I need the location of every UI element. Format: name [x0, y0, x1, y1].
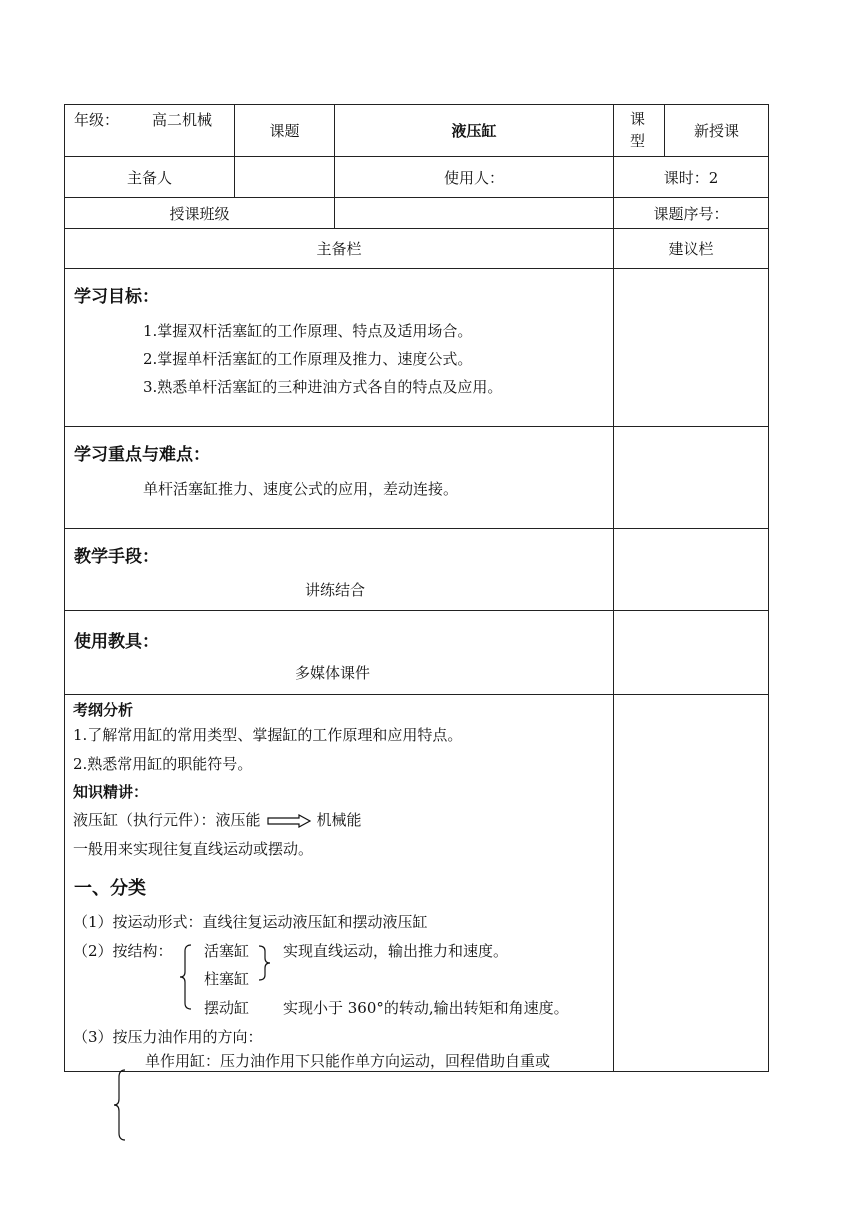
- right-brace-icon: [258, 945, 272, 981]
- preparer-label: 主备人: [65, 157, 235, 198]
- grade-label: 年级：: [74, 111, 120, 129]
- linear-motion-desc: 实现直线运动，输出推力和速度。: [283, 942, 509, 960]
- key-points-section: [65, 427, 614, 529]
- by-motion-line: （1）按运动形式：直线往复运动液压缸和摆动液压缸: [73, 913, 428, 931]
- content-section: [65, 695, 614, 1072]
- teaching-aids-text: 多媒体课件: [295, 664, 371, 682]
- lesson-type-label-line-1: 课: [630, 110, 646, 128]
- teaching-aids-section: [65, 611, 614, 695]
- exam-item: 1.了解常用缸的常用类型、掌握缸的工作原理和应用特点。: [73, 726, 463, 744]
- exam-analysis-title: 考纲分析: [73, 701, 134, 719]
- by-structure-label: （2）按结构：: [73, 942, 173, 960]
- topic-value: 液压缸: [335, 105, 614, 157]
- key-points-text: 单杆活塞缸推力、速度公式的应用，差动连接。: [143, 480, 459, 498]
- objectives-section: [65, 269, 614, 427]
- teaching-aids-title: 使用教具：: [74, 632, 159, 652]
- objectives-title: 学习目标：: [74, 287, 159, 307]
- knowledge-title: 知识精讲：: [73, 783, 149, 801]
- objectives-suggestion-cell: [614, 269, 769, 427]
- teaching-means-section: [65, 529, 614, 611]
- energy-left: 液压缸（执行元件）：液压能: [73, 811, 261, 829]
- by-pressure-line: （3）按压力油作用的方向：: [73, 1028, 263, 1046]
- grade-cell: [65, 105, 235, 157]
- class-hours: 课时：2: [614, 157, 769, 198]
- plunger-cylinder: 柱塞缸: [204, 970, 250, 988]
- energy-right: 机械能: [316, 811, 362, 829]
- teaching-means-title: 教学手段：: [74, 547, 159, 567]
- double-right-arrow-icon: [267, 814, 311, 828]
- topic-number-label: 课题序号：: [614, 198, 769, 229]
- swing-desc: 实现小于 360°的转动,输出转矩和角速度。: [283, 999, 569, 1017]
- large-left-brace-icon: [113, 1069, 129, 1141]
- objective-item: 2.掌握单杆活塞缸的工作原理及推力、速度公式。: [143, 350, 473, 368]
- teaching-means-suggestion-cell: [614, 529, 769, 611]
- class-value: [335, 198, 614, 229]
- main-column-header: 主备栏: [65, 229, 614, 269]
- objective-item: 1.掌握双杆活塞缸的工作原理、特点及适用场合。: [143, 322, 473, 340]
- left-brace-icon: [179, 944, 195, 1010]
- energy-conversion-line: [73, 809, 362, 830]
- user-label: 使用人：: [335, 157, 614, 198]
- grade-value: 高二机械: [152, 111, 213, 129]
- exam-item: 2.熟悉常用缸的职能符号。: [73, 755, 253, 773]
- preparer-value: [235, 157, 335, 198]
- key-points-title: 学习重点与难点：: [74, 445, 210, 465]
- lesson-type-label-line-2: 型: [630, 132, 646, 150]
- classification-title: 一、分类: [74, 878, 146, 899]
- topic-label: 课题: [235, 105, 335, 157]
- teaching-aids-suggestion-cell: [614, 611, 769, 695]
- objective-item: 3.熟悉单杆活塞缸的三种进油方式各自的特点及应用。: [143, 378, 503, 396]
- lesson-type-label: [614, 105, 665, 157]
- suggestion-column-header: 建议栏: [614, 229, 769, 269]
- lesson-plan-table: [64, 104, 769, 1072]
- lesson-type-value: 新授课: [665, 105, 769, 157]
- teaching-means-text: 讲练结合: [305, 581, 366, 599]
- class-label: 授课班级: [65, 198, 335, 229]
- content-suggestion-cell: [614, 695, 769, 1072]
- single-acting-line: 单作用缸：压力油作用下只能作单方向运动，回程借助自重或: [145, 1052, 551, 1070]
- key-points-suggestion-cell: [614, 427, 769, 529]
- usage-line: 一般用来实现往复直线运动或摆动。: [73, 840, 314, 858]
- swing-cylinder: 摆动缸: [204, 999, 250, 1017]
- piston-cylinder: 活塞缸: [204, 942, 250, 960]
